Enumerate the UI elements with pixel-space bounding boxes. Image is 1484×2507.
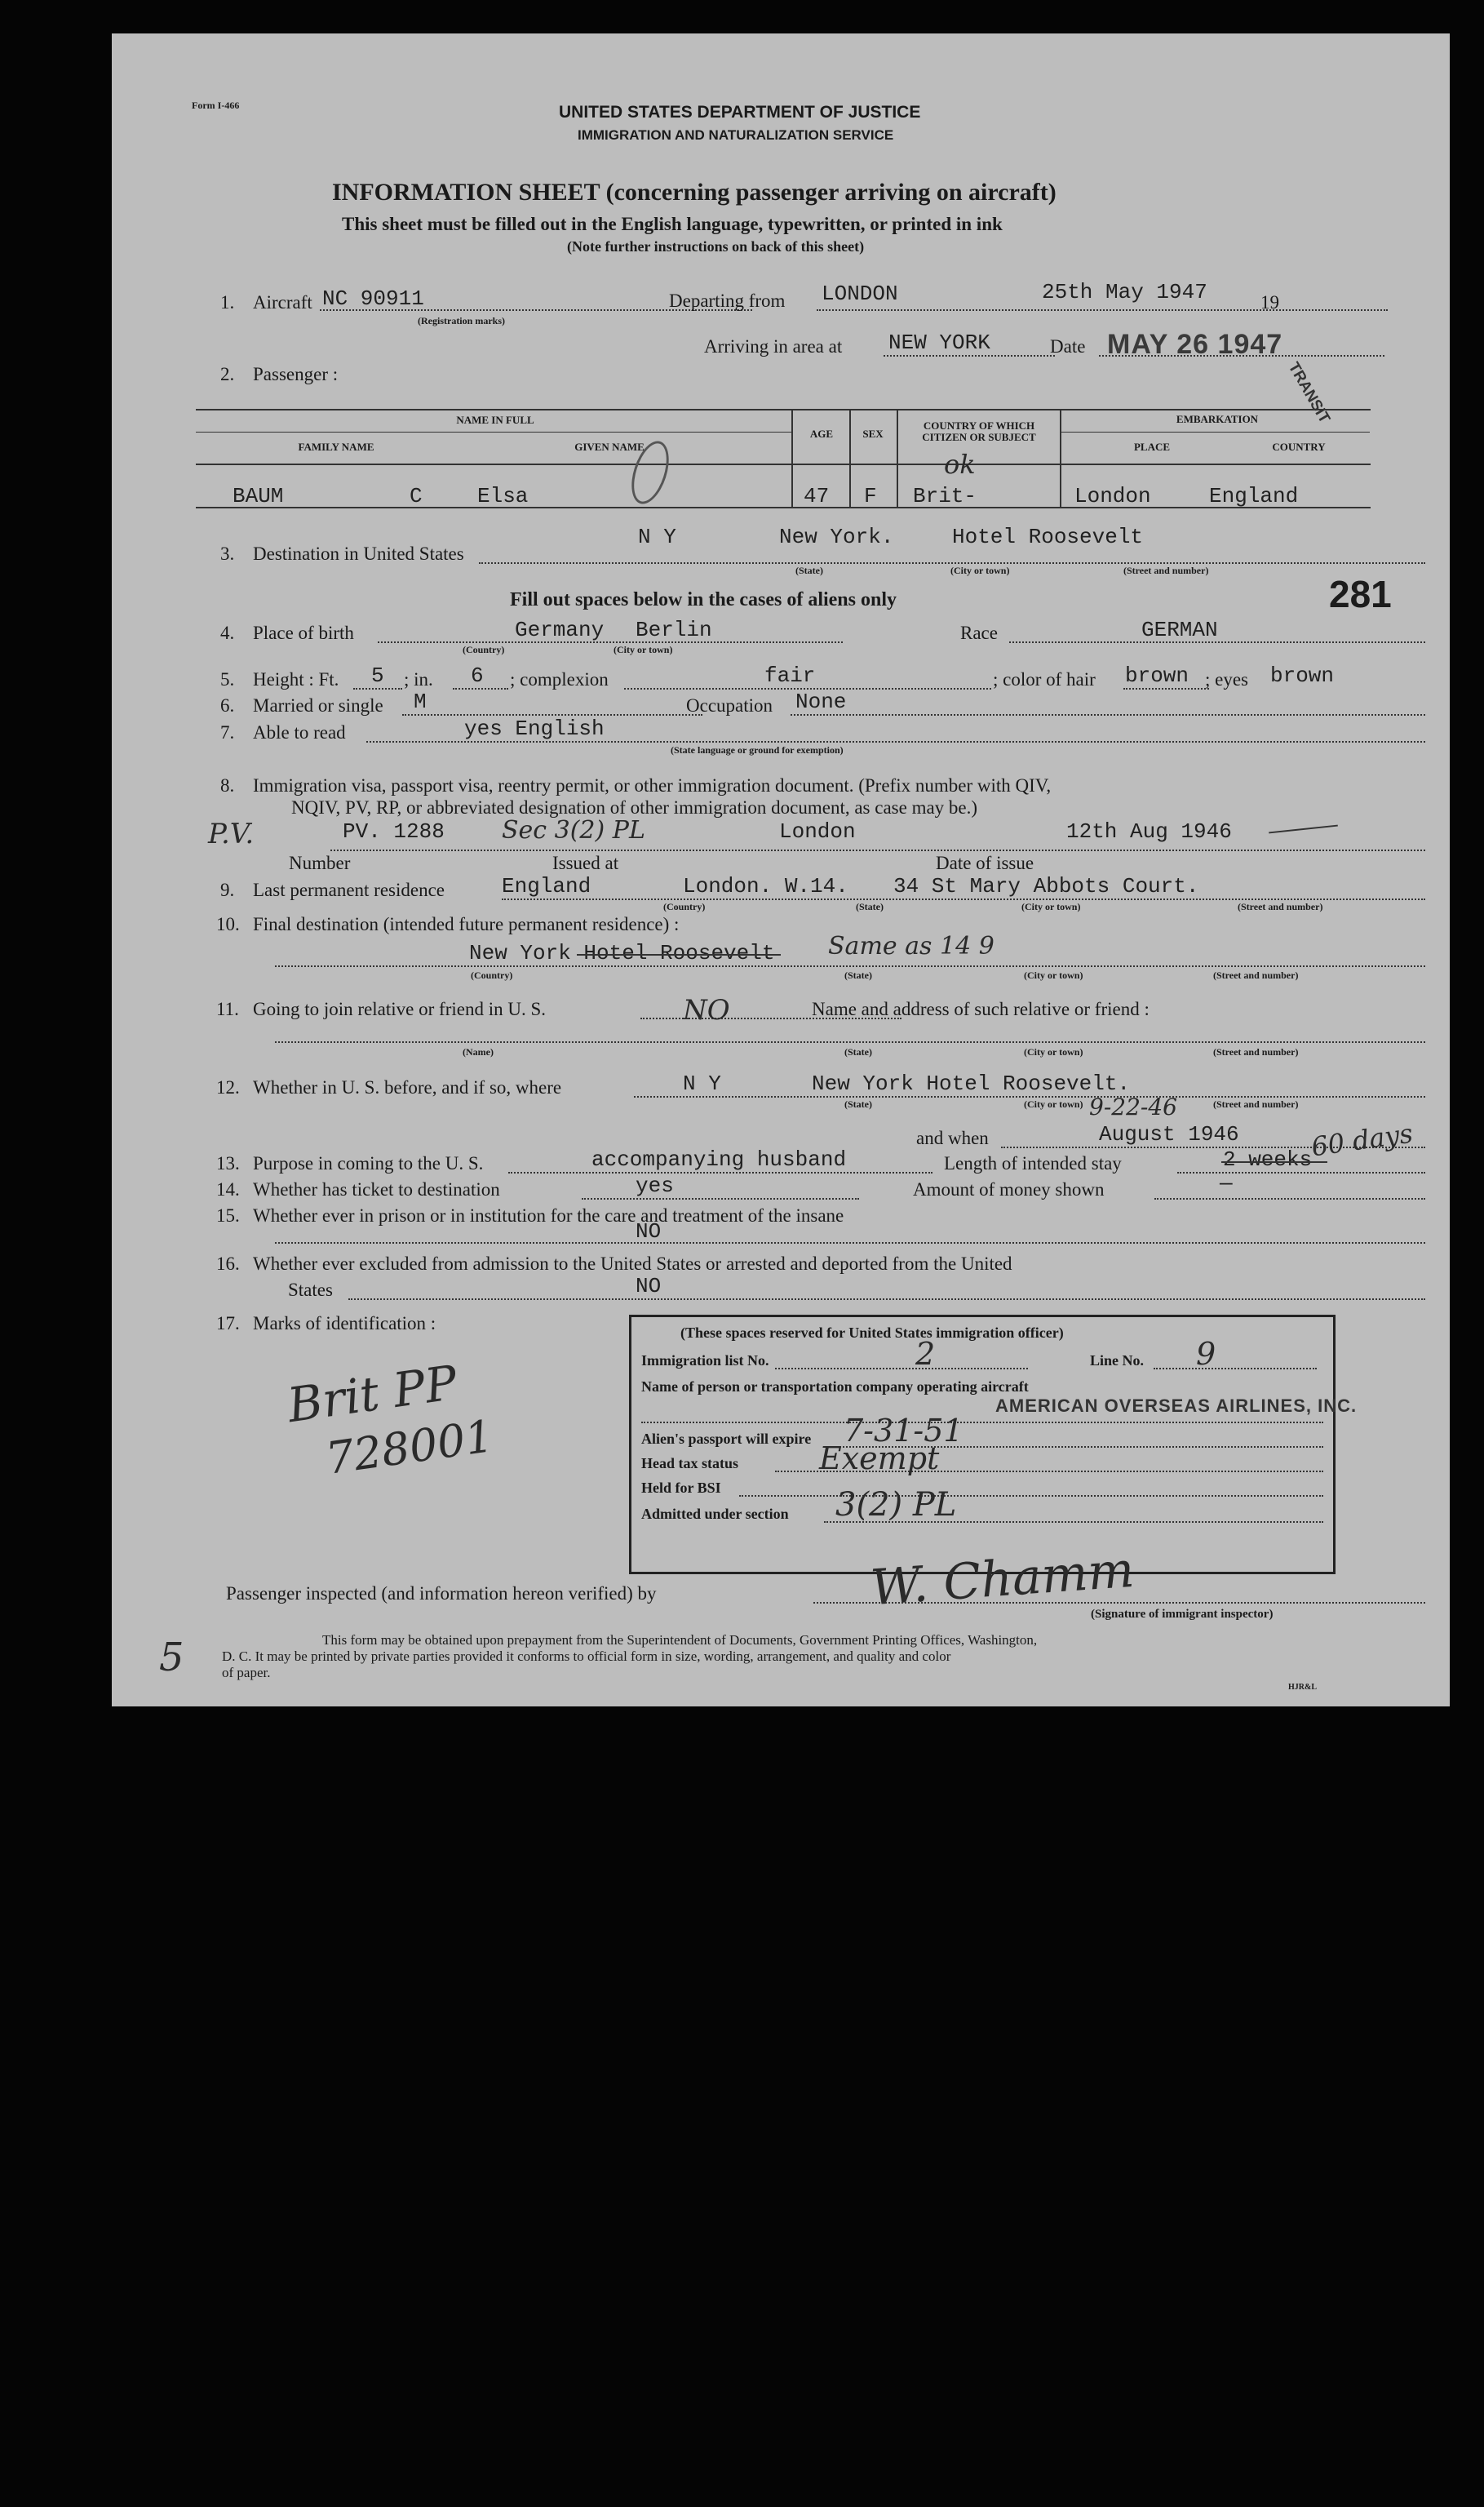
aliens-only-heading: Fill out spaces below in the cases of aliens only (510, 589, 897, 610)
embarkation-country-value: England (1209, 484, 1299, 508)
head-tax-value: Exempt (819, 1440, 940, 1476)
transport-label: Name of person or transportation company operating aircraft (641, 1378, 1029, 1395)
residence-street-value: 34 St Mary Abbots Court. (893, 874, 1199, 899)
issue-date-label: Date of issue (936, 853, 1034, 873)
item-number: 5. (220, 669, 235, 690)
sex-header: SEX (862, 428, 884, 440)
age-value: 47 (804, 484, 830, 508)
excluded-label-1: Whether ever excluded from admission to the United States or arrested and deported from the United (253, 1254, 1012, 1274)
instruction-text: This sheet must be filled out in the English language, typewritten, or printed in ink (342, 214, 1003, 234)
birth-label: Place of birth (253, 623, 354, 643)
item-number: 7. (220, 722, 235, 743)
item-number: 6. (220, 695, 235, 716)
occupation-value: None (795, 690, 847, 714)
item-number: 2. (220, 364, 235, 384)
table-rule (196, 432, 791, 433)
item-number: 1. (220, 292, 235, 313)
arriving-value: NEW YORK (888, 331, 990, 355)
marks-label: Marks of identification : (253, 1313, 436, 1333)
document-prefix-note: P.V. (208, 818, 255, 850)
head-tax-label: Head tax status (641, 1455, 739, 1471)
street-caption: (Street and number) (1213, 970, 1299, 981)
state-caption: (State) (844, 1098, 872, 1110)
form-number: Form I-466 (192, 100, 240, 111)
residence-country-value: England (502, 874, 591, 899)
excluded-line (348, 1298, 1425, 1300)
item-number: 4. (220, 623, 235, 643)
document-number-value: PV. 1288 (343, 819, 445, 844)
destination-street-value: Hotel Roosevelt (952, 525, 1144, 549)
inspected-label: Passenger inspected (and information hereon verified) by (226, 1583, 657, 1604)
hair-line (1123, 688, 1209, 690)
printer-mark: HJR&L (1288, 1683, 1317, 1692)
when-label: and when (916, 1128, 989, 1148)
marks-line-1: Brit PP (284, 1354, 461, 1434)
item-number: 12. (216, 1077, 240, 1098)
name-in-full-header: NAME IN FULL (456, 414, 534, 426)
read-line (366, 741, 1425, 743)
name-caption: (Name) (463, 1046, 494, 1058)
complexion-label: ; complexion (510, 669, 609, 690)
final-destination-value: New York Hotel Roosevelt (469, 941, 775, 965)
item-number: 16. (216, 1254, 240, 1274)
list-no-value: 2 (915, 1336, 936, 1372)
street-caption: (Street and number) (1123, 565, 1209, 576)
table-divider (897, 409, 898, 507)
destination-line (479, 562, 1425, 564)
year-suffix: 19 (1260, 292, 1279, 313)
occupation-line (791, 714, 1425, 716)
prison-value: NO (636, 1219, 662, 1244)
transport-line (641, 1422, 1323, 1423)
destination-city-value: New York. (779, 525, 894, 549)
department-heading: UNITED STATES DEPARTMENT OF JUSTICE (559, 103, 921, 122)
stamped-number: 281 (1329, 573, 1392, 615)
before-state-value: N Y (683, 1072, 721, 1096)
purpose-line (508, 1172, 932, 1174)
street-caption: (Street and number) (1213, 1046, 1299, 1058)
bsi-line (739, 1495, 1323, 1497)
embarkation-header: EMBARKATION (1176, 413, 1259, 425)
family-name-value: BAUM (233, 484, 284, 508)
before-line (634, 1096, 1425, 1098)
page-title: INFORMATION SHEET (concerning passenger arriving on aircraft) (332, 179, 1057, 206)
visa-instruction-2: NQIV, PV, RP, or abbreviated designation of other immigration document, as case may be.) (291, 797, 978, 818)
purpose-value: accompanying husband (591, 1147, 847, 1172)
line-no-label: Line No. (1090, 1352, 1145, 1369)
item-number: 11. (216, 999, 239, 1019)
item-number: 3. (220, 544, 235, 564)
line-no-value: 9 (1196, 1336, 1216, 1372)
table-rule (196, 409, 1371, 410)
residence-label: Last permanent residence (253, 880, 445, 900)
ticket-line (582, 1198, 859, 1200)
family-mark-value: C (410, 484, 423, 508)
prison-label: Whether ever in prison or in institution for the care and treatment of the insane (253, 1205, 844, 1226)
visa-instruction-1: Immigration visa, passport visa, reentry permit, or other immigration document. (Prefix number with QIV, (253, 775, 1052, 796)
place-header: PLACE (1133, 441, 1171, 453)
height-in-value: 6 (471, 663, 484, 688)
money-value: — (1220, 1171, 1233, 1196)
airline-stamp: AMERICAN OVERSEAS AIRLINES, INC. (995, 1395, 1358, 1416)
destination-label: Destination in United States (253, 544, 464, 564)
departing-line (817, 309, 1388, 311)
before-label: Whether in U. S. before, and if so, where (253, 1077, 562, 1098)
table-rule (196, 464, 1371, 465)
footer-line-2: D. C. It may be printed by private parties provided it conforms to official form in size, wording, arrangement, and quality and color (222, 1648, 951, 1664)
eyes-value: brown (1270, 663, 1335, 688)
embarkation-place-value: London (1074, 484, 1151, 508)
married-label: Married or single (253, 695, 383, 716)
country-caption: (Country) (463, 644, 505, 655)
before-when-value: August 1946 (1099, 1122, 1239, 1147)
height-in-line (453, 688, 508, 690)
street-caption: (Street and number) (1213, 1098, 1299, 1110)
final-destination-label: Final destination (intended future permanent residence) : (253, 914, 680, 934)
arriving-line (884, 355, 1055, 357)
citizen-header: COUNTRY OF WHICH CITIZEN OR SUBJECT (922, 419, 1036, 444)
item-number: 14. (216, 1179, 240, 1200)
handwritten-dash (1269, 825, 1338, 834)
issued-at-label: Issued at (552, 853, 619, 873)
marks-line-2: 728001 (322, 1409, 497, 1485)
state-caption: (State) (844, 1046, 872, 1058)
issued-at-value: London (779, 819, 856, 844)
state-caption: (State) (844, 970, 872, 981)
ticket-value: yes (636, 1174, 674, 1198)
purpose-label: Purpose in coming to the U. S. (253, 1153, 484, 1174)
departing-value: LONDON (822, 282, 898, 306)
language-caption: (State language or ground for exemption) (671, 744, 844, 756)
residence-line (502, 899, 1425, 900)
passport-expire-value: 7-31-51 (844, 1413, 963, 1449)
list-no-line (775, 1368, 1028, 1369)
given-name-value: Elsa (477, 484, 529, 508)
issue-date-value: 12th Aug 1946 (1066, 819, 1232, 844)
race-value: GERMAN (1141, 618, 1218, 642)
before-city-value: New York Hotel Roosevelt. (812, 1072, 1131, 1096)
passport-expire-label: Alien's passport will expire (641, 1431, 812, 1447)
stay-note: 60 days (1309, 1117, 1415, 1163)
city-caption: (City or town) (1024, 970, 1083, 981)
footer-line-1: This form may be obtained upon prepayment from the Superintendent of Documents, Government Printing Offices, Washington, (322, 1632, 1038, 1648)
list-no-label: Immigration list No. (641, 1352, 769, 1369)
service-heading: IMMIGRATION AND NATURALIZATION SERVICE (578, 127, 894, 143)
relative-line (275, 1041, 1425, 1043)
item-number: 8. (220, 775, 235, 796)
height-ft-line (353, 688, 402, 690)
birth-country-value: Germany (515, 618, 605, 642)
arriving-label: Arriving in area at (704, 336, 843, 357)
street-caption: (Street and number) (1238, 901, 1323, 912)
margin-mark: 5 (159, 1635, 184, 1680)
before-date-note: 9-22-46 (1089, 1094, 1177, 1120)
height-ft-value: 5 (371, 663, 384, 688)
table-divider (1060, 409, 1061, 507)
item-number: 13. (216, 1153, 240, 1174)
city-caption: (City or town) (1024, 1098, 1083, 1110)
hair-value: brown (1125, 663, 1189, 688)
married-value: M (414, 690, 427, 714)
transit-stamp: TRANSIT (1284, 359, 1334, 427)
stay-label: Length of intended stay (944, 1153, 1122, 1174)
document-section-note: Sec 3(2) PL (502, 816, 645, 845)
final-destination-note: Same as 14 9 (828, 932, 995, 961)
complexion-value: fair (764, 663, 816, 688)
item-number: 15. (216, 1205, 240, 1226)
hair-label: ; color of hair (993, 669, 1096, 690)
country-caption: (Country) (663, 901, 706, 912)
table-rule (196, 507, 1371, 508)
officer-box-heading: (These spaces reserved for United States immigration officer) (680, 1324, 1064, 1341)
aircraft-label: Aircraft (253, 292, 312, 313)
registration-caption: (Registration marks) (418, 315, 505, 326)
strikethrough (1221, 1161, 1327, 1163)
aircraft-value: NC 90911 (322, 286, 424, 311)
passenger-label: Passenger : (253, 364, 339, 384)
race-label: Race (960, 623, 998, 643)
excluded-value: NO (636, 1274, 662, 1298)
height-label: Height : Ft. (253, 669, 339, 690)
birth-city-value: Berlin (636, 618, 712, 642)
stay-line (1177, 1172, 1425, 1174)
eyes-label: ; eyes (1205, 669, 1249, 690)
residence-city-value: London. W.14. (683, 874, 848, 899)
number-label: Number (289, 853, 351, 873)
final-destination-line (275, 965, 1425, 967)
country-caption: (Country) (471, 970, 513, 981)
departing-date-value: 25th May 1947 (1042, 280, 1207, 304)
join-label: Going to join relative or friend in U. S. (253, 999, 546, 1019)
sex-value: F (864, 484, 877, 508)
join-value: NO (683, 994, 730, 1027)
money-label: Amount of money shown (913, 1179, 1105, 1200)
read-value: yes English (464, 717, 605, 741)
footer-line-3: of paper. (222, 1665, 271, 1680)
relative-label: Name and address of such relative or friend : (812, 999, 1150, 1019)
bsi-label: Held for BSI (641, 1480, 721, 1496)
arrival-date-stamp: MAY 26 1947 (1107, 329, 1283, 360)
state-caption: (State) (795, 565, 823, 576)
city-caption: (City or town) (614, 644, 673, 655)
birth-line (378, 641, 843, 643)
note-text: (Note further instructions on back of this sheet) (567, 238, 865, 255)
form-sheet (112, 33, 1450, 1706)
inspector-signature: W. Chamm (868, 1541, 1136, 1617)
inches-label: ; in. (404, 669, 433, 690)
citizen-value: Brit- (913, 484, 977, 508)
state-caption: (State) (856, 901, 884, 912)
item-number: 10. (216, 914, 240, 934)
admitted-label: Admitted under section (641, 1506, 789, 1522)
departing-label: Departing from (669, 291, 786, 311)
given-name-header: GIVEN NAME (574, 441, 645, 453)
signature-caption: (Signature of immigrant inspector) (1091, 1608, 1274, 1621)
age-header: AGE (809, 428, 834, 440)
item-number: 17. (216, 1313, 240, 1333)
country-header: COUNTRY (1272, 441, 1326, 453)
read-label: Able to read (253, 722, 346, 743)
document-line (330, 850, 1425, 851)
prison-line (275, 1242, 1425, 1244)
item-number: 9. (220, 880, 235, 900)
destination-state-value: N Y (638, 525, 676, 549)
officer-box (629, 1315, 1358, 1574)
date-label: Date (1050, 336, 1086, 357)
ticket-label: Whether has ticket to destination (253, 1179, 500, 1200)
city-caption: (City or town) (1024, 1046, 1083, 1058)
city-caption: (City or town) (1021, 901, 1081, 912)
strikethrough (577, 954, 781, 956)
line-no-line (1154, 1368, 1317, 1369)
family-name-header: FAMILY NAME (298, 441, 374, 453)
table-divider (849, 409, 851, 507)
stay-value: 2 weeks (1223, 1147, 1313, 1172)
married-line (402, 714, 702, 716)
table-rule (1060, 432, 1370, 433)
table-divider (791, 409, 793, 507)
admitted-value: 3(2) PL (835, 1486, 957, 1524)
occupation-label: Occupation (686, 695, 773, 716)
money-line (1154, 1198, 1425, 1200)
excluded-label-2: States (288, 1280, 333, 1300)
city-caption: (City or town) (950, 565, 1010, 576)
citizen-check-mark: ok (944, 449, 976, 480)
